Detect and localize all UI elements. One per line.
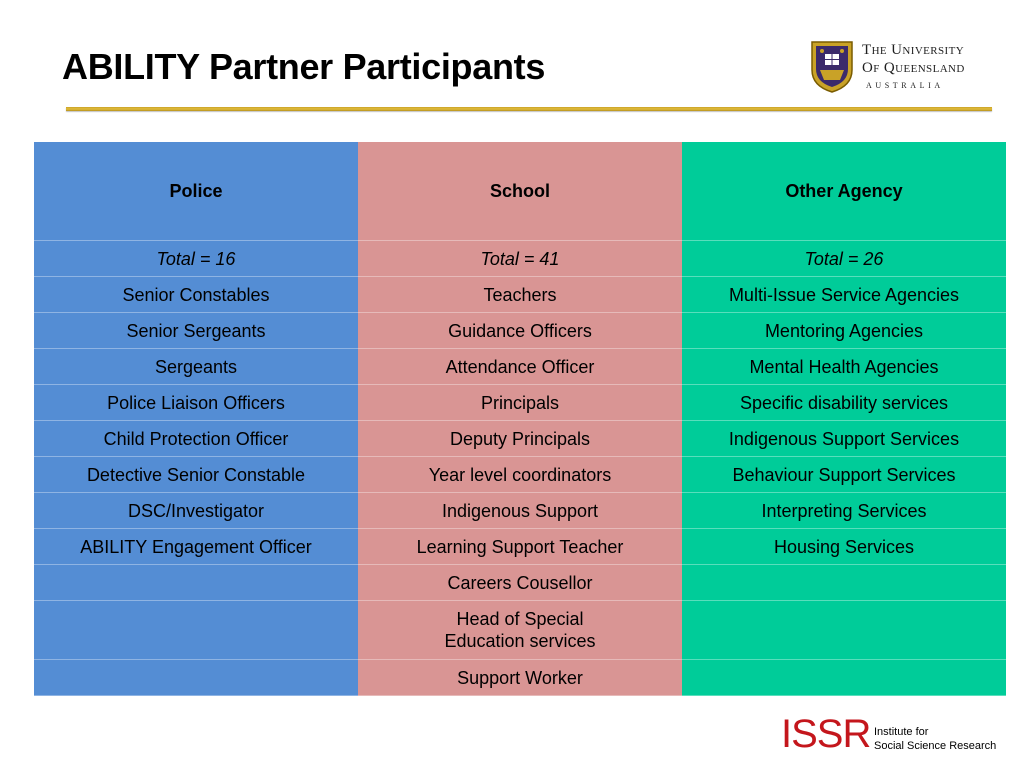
table-header-row <box>34 142 1006 241</box>
table-cell: Housing Services <box>682 529 1006 565</box>
header-other-agency: Other Agency <box>682 142 1006 241</box>
table-cell: Multi-Issue Service Agencies <box>682 277 1006 313</box>
table-cell: Senior Sergeants <box>34 313 358 349</box>
table-cell: Deputy Principals <box>358 421 682 457</box>
table-cell <box>682 565 1006 601</box>
table-cell: Senior Constables <box>34 277 358 313</box>
table-cell: ABILITY Engagement Officer <box>34 529 358 565</box>
table-cell: Attendance Officer <box>358 349 682 385</box>
table-cell: Learning Support Teacher <box>358 529 682 565</box>
header-school: School <box>358 142 682 241</box>
table-cell: Guidance Officers <box>358 313 682 349</box>
title-divider <box>66 107 992 111</box>
table-cell: Mentoring Agencies <box>682 313 1006 349</box>
table-cell: Careers Cousellor <box>358 565 682 601</box>
table-cell <box>34 601 358 660</box>
table-row <box>34 313 1006 349</box>
table-row <box>34 529 1006 565</box>
table-row <box>34 349 1006 385</box>
uq-logo <box>810 40 1000 96</box>
uq-name-line1: The University <box>862 42 965 58</box>
table-row <box>34 277 1006 313</box>
table-cell <box>34 565 358 601</box>
uq-country: AUSTRALIA <box>866 81 944 90</box>
issr-subtitle-line2: Social Science Research <box>874 740 997 752</box>
table-cell: Head of Special Education services <box>358 601 682 660</box>
table-row <box>34 457 1006 493</box>
table-cell: Police Liaison Officers <box>34 385 358 421</box>
participants-table <box>34 142 1006 696</box>
issr-subtitle-line1: Institute for <box>874 726 929 738</box>
table-cell <box>682 601 1006 660</box>
table-cell: Year level coordinators <box>358 457 682 493</box>
table-row <box>34 421 1006 457</box>
table-cell: Teachers <box>358 277 682 313</box>
table-row <box>34 385 1006 421</box>
table-cell: Child Protection Officer <box>34 421 358 457</box>
uq-crest-icon <box>810 40 854 94</box>
table-cell: Interpreting Services <box>682 493 1006 529</box>
totals-row <box>34 241 1006 277</box>
table-row <box>34 493 1006 529</box>
table-cell <box>682 660 1006 696</box>
issr-wordmark: ISSR <box>781 712 871 756</box>
table-cell: Specific disability services <box>682 385 1006 421</box>
table-cell: DSC/Investigator <box>34 493 358 529</box>
table-row <box>34 565 1006 601</box>
table-cell: Mental Health Agencies <box>682 349 1006 385</box>
table-cell: Indigenous Support <box>358 493 682 529</box>
uq-name-line2: Of Queensland <box>862 60 965 76</box>
table-cell: Support Worker <box>358 660 682 696</box>
total-police: Total = 16 <box>34 241 358 277</box>
table-cell <box>34 660 358 696</box>
issr-logo <box>781 712 1011 756</box>
table-cell: Behaviour Support Services <box>682 457 1006 493</box>
table-cell: Sergeants <box>34 349 358 385</box>
table-cell: Indigenous Support Services <box>682 421 1006 457</box>
total-other-agency: Total = 26 <box>682 241 1006 277</box>
slide-title: ABILITY Partner Participants <box>62 46 546 87</box>
total-school: Total = 41 <box>358 241 682 277</box>
table-row <box>34 660 1006 696</box>
table-row <box>34 601 1006 660</box>
table-cell: Detective Senior Constable <box>34 457 358 493</box>
header-police: Police <box>34 142 358 241</box>
table-cell: Principals <box>358 385 682 421</box>
